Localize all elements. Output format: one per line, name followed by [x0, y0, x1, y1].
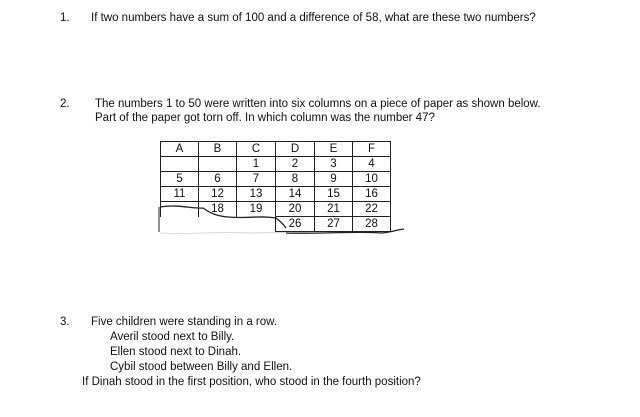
table-cell	[199, 157, 237, 172]
table-cell: 4	[353, 157, 391, 172]
table-cell: 1	[237, 157, 276, 172]
table-cell: 21	[315, 202, 353, 217]
question-3-line-3: Ellen stood next to Dinah.	[110, 346, 242, 358]
table-cell: 10	[353, 172, 391, 187]
table-header-e: E	[315, 142, 353, 157]
question-2-number: 2.	[60, 98, 70, 110]
table-cell	[161, 157, 199, 172]
question-3-line-1: Five children were standing in a row.	[91, 316, 278, 328]
table-cell: 12	[199, 187, 237, 202]
question-3-line-5: If Dinah stood in the first position, who stood in the fourth position?	[82, 376, 421, 388]
question-3-line-4: Cybil stood between Billy and Ellen.	[110, 361, 293, 373]
table-cell: 27	[315, 217, 353, 232]
table-header-d: D	[276, 142, 315, 157]
question-3-number: 3.	[60, 316, 70, 328]
table-cell: 5	[161, 172, 199, 187]
table-cell: 8	[276, 172, 315, 187]
table-cell: 11	[161, 187, 199, 202]
table-cell: 6	[199, 172, 237, 187]
table-cell: 18	[199, 202, 237, 217]
table-cell: 28	[353, 217, 391, 232]
table-cell: 2	[276, 157, 315, 172]
question-1-text: If two numbers have a sum of 100 and a difference of 58, what are these two numbers?	[91, 12, 536, 24]
table-cell: 14	[276, 187, 315, 202]
table-cell: 19	[237, 202, 276, 217]
table-header-c: C	[237, 142, 276, 157]
table-cell: 22	[353, 202, 391, 217]
table-header-a: A	[161, 142, 199, 157]
question-2-line-1: The numbers 1 to 50 were written into six columns on a piece of paper as shown below.	[95, 98, 541, 110]
table-cell: 13	[237, 187, 276, 202]
table-header-f: F	[353, 142, 391, 157]
question-3-line-2: Averil stood next to Billy.	[110, 331, 235, 343]
table-cell: 7	[237, 172, 276, 187]
table-header-b: B	[199, 142, 237, 157]
table-cell: 16	[353, 187, 391, 202]
table-cell: 3	[315, 157, 353, 172]
question-2-line-2: Part of the paper got torn off. In which column was the number 47?	[95, 112, 435, 124]
table-cell: 15	[315, 187, 353, 202]
table-cell: 26	[276, 217, 315, 232]
table-cell: 20	[276, 202, 315, 217]
question-1-number: 1.	[60, 12, 70, 24]
torn-edge-icon	[158, 195, 408, 240]
table-cell: 9	[315, 172, 353, 187]
